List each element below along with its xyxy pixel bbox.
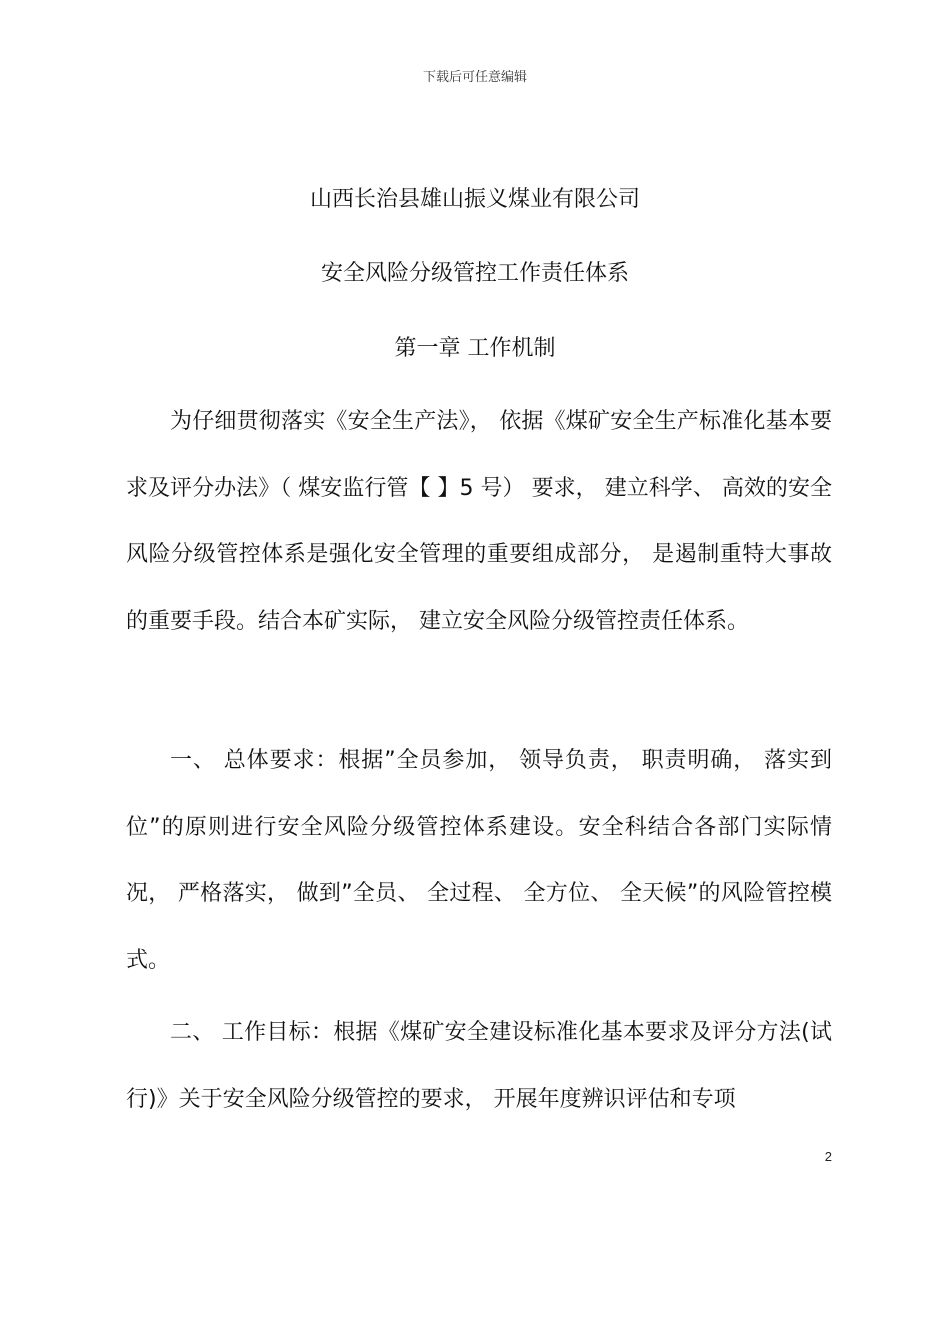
- header-note: 下载后可任意编辑: [422, 70, 527, 85]
- chapter-heading: 第一章 工作机制: [394, 336, 556, 361]
- paragraph-general-requirements: 一、 总体要求：根据”全员参加， 领导负责， 职责明确， 落实到位”的原则进行安全风险分级管控体系建设。安全科结合各部门实际情况， 严格落实， 做到”全员、 全过程、 全方位、 全天候”的风险管控模式。: [126, 748, 832, 973]
- paragraph-work-objectives: 二、 工作目标：根据《煤矿安全建设标准化基本要求及评分方法(试行)》关于安全风险分级管控的要求， 开展年度辨识评估和专项: [126, 1020, 832, 1112]
- document-title: 安全风险分级管控工作责任体系: [320, 261, 629, 286]
- page-number: 2: [824, 1149, 832, 1164]
- paragraph-intro: 为仔细贯彻落实《安全生产法》， 依据《煤矿安全生产标准化基本要求及评分办法》（ 煤安监行管【 】5 号） 要求， 建立科学、 高效的安全风险分级管控体系是强化安全管理的重要组成部分， 是遏制重特大事故的重要手段。结合本矿实际， 建立安全风险分级管控责任体系。: [126, 409, 832, 634]
- company-title: 山西长治县雄山振义煤业有限公司: [309, 187, 640, 212]
